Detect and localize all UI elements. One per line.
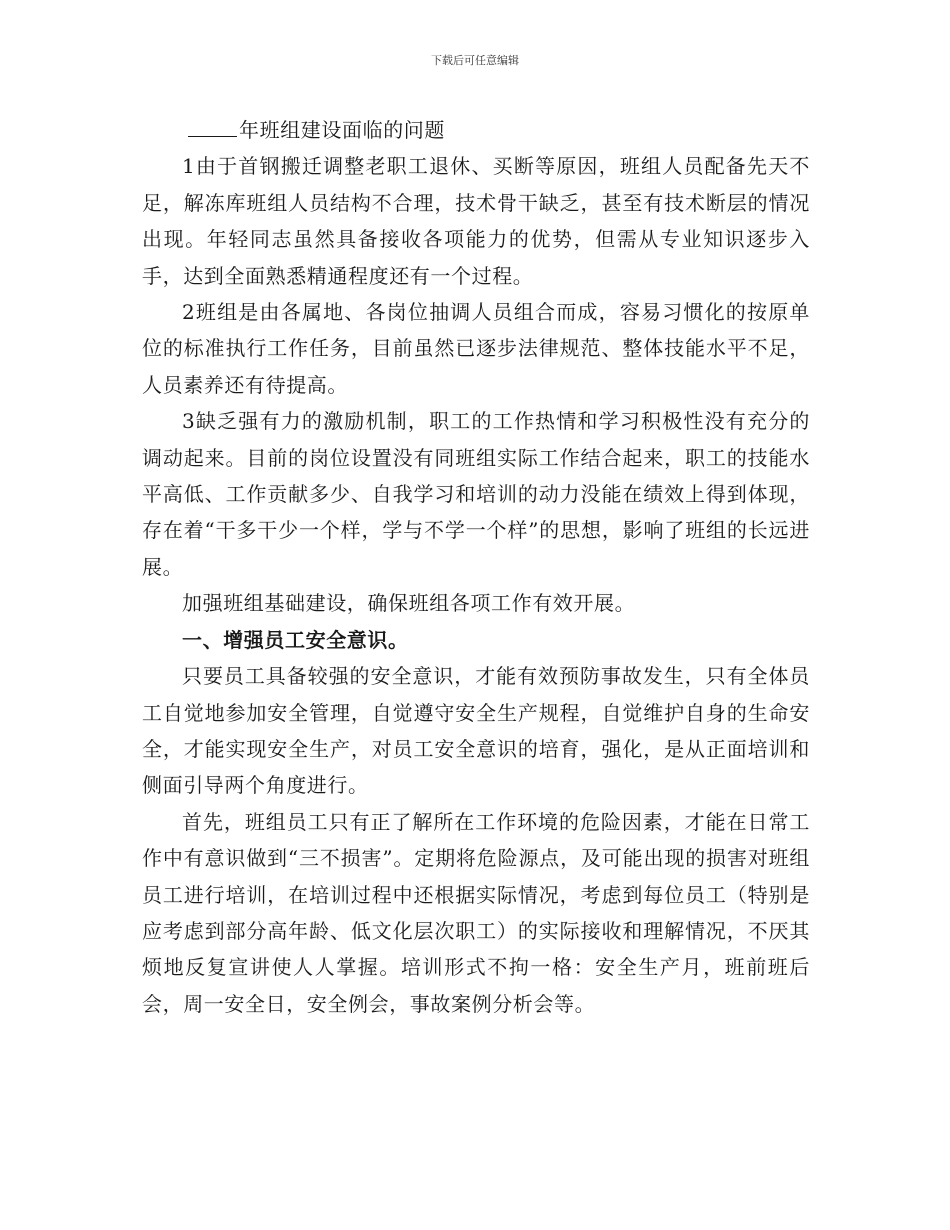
- paragraph-problem-3: 3缺乏强有力的激励机制，职工的工作热情和学习积极性没有充分的调动起来。目前的岗位设置没有同班组实际工作结合起来，职工的技能水平高低、工作贡献多少、自我学习和培训的动力没能在绩效上得到体现，存在着“干多干少一个样，学与不学一个样”的思想，影响了班组的长远进展。: [142, 409, 810, 579]
- section-paragraph-1: 只要员工具备较强的安全意识，才能有效预防事故发生，只有全体员工自觉地参加安全管理，自觉遵守安全生产规程，自觉维护自身的生命安全，才能实现安全生产，对员工安全意识的培育，强化，是从正面培训和侧面引导两个角度进行。: [142, 664, 810, 798]
- paragraph-problem-1: 1由于首钢搬迁调整老职工退休、买断等原因，班组人员配备先天不足，解冻库班组人员结构不合理，技术骨干缺乏，甚至有技术断层的情况出现。年轻同志虽然具备接收各项能力的优势，但需从专业知识逐步入手，达到全面熟悉精通程度还有一个过程。: [142, 154, 810, 288]
- section-paragraph-2: 首先，班组员工只有正了解所在工作环境的危险因素，才能在日常工作中有意识做到“三不损害”。定期将危险源点，及可能出现的损害对班组员工进行培训，在培训过程中还根据实际情况，考虑到每位员工（特别是应考虑到部分高年龄、低文化层次职工）的实际接收和理解情况，不厌其烦地反复宣讲使人人掌握。培训形式不拘一格：安全生产月，班前班后会，周一安全日，安全例会，事故案例分析会等。: [142, 809, 810, 1016]
- document-title: [142, 112, 810, 148]
- document-body: [142, 112, 810, 1022]
- title-blank-underline: [188, 118, 237, 137]
- section-heading: 一、增强员工安全意识。: [182, 627, 409, 652]
- paragraph-strengthen: 加强班组基础建设，确保班组各项工作有效开展。: [182, 591, 636, 616]
- page-header-note: 下载后可任意编辑: [431, 54, 519, 67]
- paragraph-problem-2: 2班组是由各属地、各岗位抽调人员组合而成，容易习惯化的按原单位的标准执行工作任务，目前虽然已逐步法律规范、整体技能水平不足，人员素养还有待提高。: [142, 300, 810, 397]
- document-title-text: 年班组建设面临的问题: [239, 118, 445, 142]
